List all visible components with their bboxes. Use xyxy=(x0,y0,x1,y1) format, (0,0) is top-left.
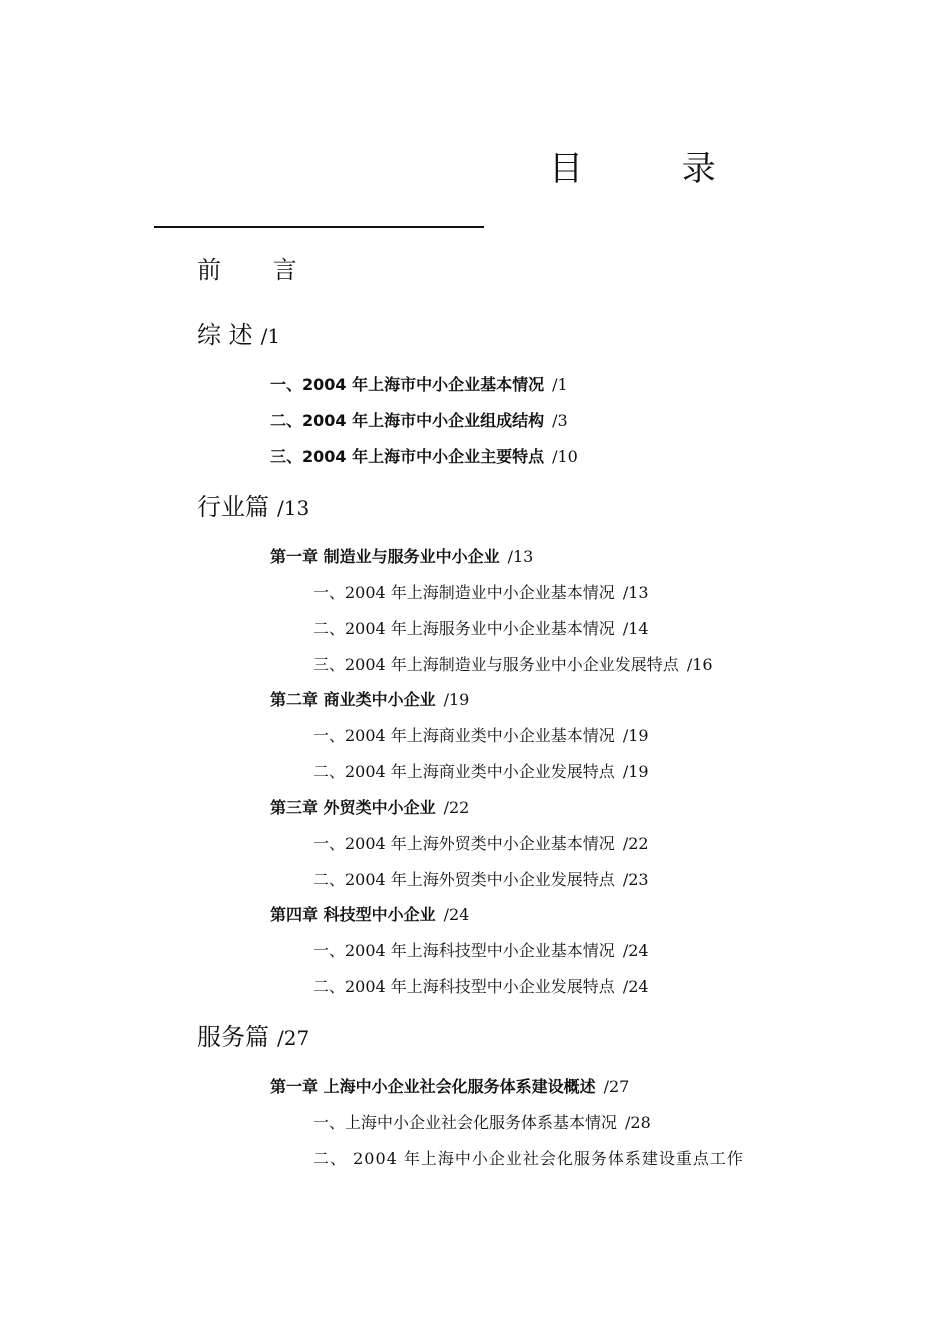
toc-industry[interactable] xyxy=(197,495,309,519)
toc-label: 一、2004 年上海科技型中小企业基本情况 xyxy=(313,941,615,960)
title-divider xyxy=(154,226,484,228)
toc-label: 二、2004 年上海服务业中小企业基本情况 xyxy=(313,619,615,638)
toc-item[interactable] xyxy=(270,449,578,465)
toc-item[interactable] xyxy=(270,377,568,393)
toc-label: 三、2004 年上海市中小企业主要特点 xyxy=(270,447,545,466)
toc-label: 行业篇 xyxy=(197,493,269,521)
toc-label: 一、上海中小企业社会化服务体系基本情况 xyxy=(313,1113,618,1132)
toc-label: 一、2004 年上海外贸类中小企业基本情况 xyxy=(313,834,615,853)
toc-item[interactable] xyxy=(270,413,568,429)
toc-page: /27 xyxy=(277,1026,310,1050)
toc-chapter[interactable] xyxy=(270,907,469,923)
toc-label: 一、2004 年上海制造业中小企业基本情况 xyxy=(313,583,615,602)
toc-item[interactable] xyxy=(313,764,649,780)
toc-page: /28 xyxy=(625,1113,651,1132)
toc-chapter[interactable] xyxy=(270,692,469,708)
page-title: 目 录 xyxy=(549,149,760,189)
toc-item[interactable] xyxy=(313,1115,651,1131)
toc-label: 第四章 科技型中小企业 xyxy=(270,905,436,924)
toc-label: 二、2004 年上海外贸类中小企业发展特点 xyxy=(313,870,615,889)
toc-label: 二、2004 年上海科技型中小企业发展特点 xyxy=(313,977,615,996)
toc-page: /24 xyxy=(443,905,470,924)
toc-chapter[interactable] xyxy=(270,1079,629,1095)
toc-label: 第二章 商业类中小企业 xyxy=(270,690,436,709)
toc-item[interactable] xyxy=(313,979,649,995)
toc-page: /1 xyxy=(260,324,281,348)
toc-label: 二、 2004 年上海中小企业社会化服务体系建设重点工作 xyxy=(313,1149,744,1168)
toc-page: /27 xyxy=(603,1077,630,1096)
toc-page: /22 xyxy=(443,798,470,817)
toc-page: /13 xyxy=(277,496,310,520)
toc-chapter[interactable] xyxy=(270,549,533,565)
toc-label: 一、2004 年上海市中小企业基本情况 xyxy=(270,375,545,394)
toc-page: /1 xyxy=(552,375,568,394)
toc-label: 三、2004 年上海制造业与服务业中小企业发展特点 xyxy=(313,655,679,674)
toc-page: /19 xyxy=(622,726,649,745)
toc-item[interactable] xyxy=(313,585,649,601)
toc-overview[interactable] xyxy=(197,323,280,347)
toc-page: /19 xyxy=(443,690,470,709)
toc-page: /24 xyxy=(622,977,649,996)
toc-page: /19 xyxy=(622,762,649,781)
toc-page: /22 xyxy=(622,834,649,853)
toc-service[interactable] xyxy=(197,1025,309,1049)
toc-label: 第一章 上海中小企业社会化服务体系建设概述 xyxy=(270,1077,596,1096)
toc-item[interactable] xyxy=(313,872,649,888)
toc-page: /16 xyxy=(686,655,713,674)
toc-label: 综 述 xyxy=(197,321,253,349)
toc-page: /13 xyxy=(622,583,649,602)
toc-item[interactable] xyxy=(313,1151,752,1167)
toc-label: 一、2004 年上海商业类中小企业基本情况 xyxy=(313,726,615,745)
toc-preface[interactable]: 前 言 xyxy=(197,256,319,284)
toc-item[interactable] xyxy=(313,943,649,959)
toc-chapter[interactable] xyxy=(270,800,469,816)
toc-item[interactable] xyxy=(313,728,649,744)
toc-page: /3 xyxy=(552,411,568,430)
toc-item[interactable] xyxy=(313,657,713,673)
toc-page: /24 xyxy=(622,941,649,960)
toc-label: 第一章 制造业与服务业中小企业 xyxy=(270,547,500,566)
toc-page: /10 xyxy=(552,447,578,466)
toc-item[interactable] xyxy=(313,836,649,852)
toc-item[interactable] xyxy=(313,621,649,637)
toc-label: 二、2004 年上海商业类中小企业发展特点 xyxy=(313,762,615,781)
toc-label: 二、2004 年上海市中小企业组成结构 xyxy=(270,411,545,430)
toc-page: /13 xyxy=(507,547,534,566)
toc-page: /23 xyxy=(622,870,649,889)
toc-page: /14 xyxy=(622,619,649,638)
toc-label: 服务篇 xyxy=(197,1023,269,1051)
toc-label: 第三章 外贸类中小企业 xyxy=(270,798,436,817)
